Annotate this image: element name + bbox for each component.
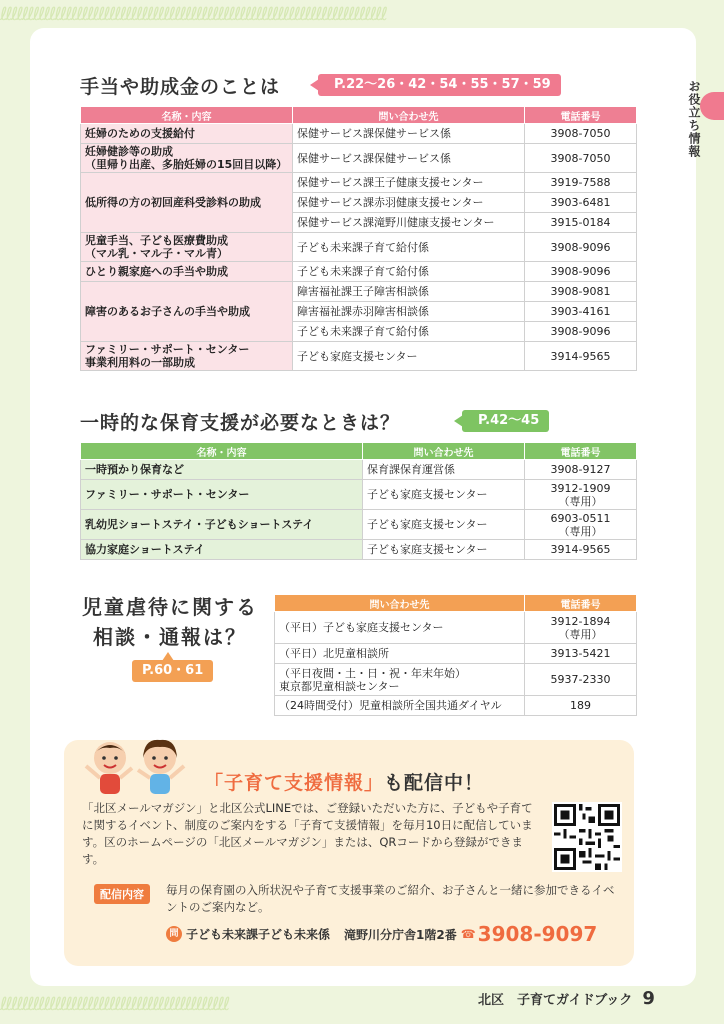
decorative-border-top: ℓℓℓℓℓℓℓℓℓℓℓℓℓℓℓℓℓℓℓℓℓℓℓℓℓℓℓℓℓℓℓℓℓℓℓℓℓℓℓℓℓℓℓℓℓℓℓℓℓℓℓℓℓℓℓℓℓℓℓℓℓℓℓℓℓℓℓℓℓℓℓ — [0, 4, 386, 25]
childcare-table — [80, 442, 637, 560]
page-number: 9 — [642, 988, 655, 1009]
page-footer — [478, 988, 655, 1009]
abuse-table — [274, 594, 637, 716]
allowance-name: 障害のあるお子さんの手当や助成 — [81, 282, 293, 342]
contact-dept: 子ども家庭支援センター — [293, 342, 525, 371]
contact-dept: 子ども家庭支援センター — [363, 510, 525, 540]
contact-dept: 保健サービス課赤羽健康支援センター — [293, 193, 525, 213]
contact-tel[interactable]: 3908-9096 — [525, 262, 637, 282]
inquiry-icon: 問 — [166, 926, 182, 942]
contact-tel[interactable]: 3908-7050 — [525, 144, 637, 173]
service-name: 乳幼児ショートステイ・子どもショートステイ — [81, 510, 363, 540]
page-ref-allowances[interactable]: P.22〜26・42・54・55・57・59 — [318, 74, 561, 96]
contact-tel[interactable]: 3912-1894 （専用） — [525, 612, 637, 644]
footer-title: 北区 子育てガイドブック — [478, 993, 633, 1008]
contact-dept: 保健サービス課王子健康支援センター — [293, 173, 525, 193]
contact-tel[interactable]: 6903-0511 （専用） — [525, 510, 637, 540]
contact-dept: 保健サービス課滝野川健康支援センター — [293, 213, 525, 233]
page-ref-childcare[interactable]: P.42〜45 — [462, 410, 549, 432]
contact-dept: 保健サービス課保健サービス係 — [293, 144, 525, 173]
contact-tel[interactable]: 3908-9127 — [525, 460, 637, 480]
table-row — [81, 460, 637, 480]
info-title — [204, 768, 484, 795]
page-ref-abuse[interactable]: P.60・61 — [132, 660, 213, 682]
service-name: 協力家庭ショートステイ — [81, 540, 363, 560]
info-body: 「北区メールマガジン」と北区公式LINEでは、ご登録いただいた方に、子どもや子育てに関するイベント、制度のご案内をする「子育て支援情報」を毎月10日に配信しています。区のホームページの「北区メールマガジン」または、QRコードから登録ができます。 — [82, 801, 533, 866]
contact-dept: （平日）子ども家庭支援センター — [275, 612, 525, 644]
decorative-border-bottom: ℓℓℓℓℓℓℓℓℓℓℓℓℓℓℓℓℓℓℓℓℓℓℓℓℓℓℓℓℓℓℓℓℓℓℓℓℓℓℓℓℓℓ — [0, 994, 229, 1015]
contact-dept: 子ども未来課子育て給付係 — [293, 322, 525, 342]
contact-tel[interactable]: 3914-9565 — [525, 540, 637, 560]
table-row — [81, 540, 637, 560]
allowance-name: 妊婦健診等の助成 （里帰り出産、多胎妊婦の15回目以降） — [81, 144, 293, 173]
header-tel: 電話番号 — [525, 595, 637, 612]
allowances-table — [80, 106, 637, 371]
contact-tel[interactable]: 3908-9097 — [477, 922, 598, 946]
service-name: 一時預かり保育など — [81, 460, 363, 480]
contact-tel[interactable]: 5937-2330 — [525, 664, 637, 696]
contact-dept: 子ども未来課子ども未来係 — [186, 927, 331, 942]
allowance-name: 低所得の方の初回産科受診料の助成 — [81, 173, 293, 233]
contact-dept: 障害福祉課赤羽障害相談係 — [293, 302, 525, 322]
contact-dept: 子ども家庭支援センター — [363, 540, 525, 560]
contact-address: 滝野川分庁舎1階2番 — [344, 927, 457, 942]
side-tab-marker — [700, 92, 724, 120]
contact-tel[interactable]: 3903-4161 — [525, 302, 637, 322]
table-row — [81, 233, 637, 262]
section-title-childcare: 一時的な保育支援が必要なときは？ — [80, 412, 401, 434]
header-tel: 電話番号 — [525, 443, 637, 460]
table-row — [275, 644, 637, 664]
contact-tel[interactable]: 3908-9096 — [525, 233, 637, 262]
allowance-name: 妊婦のための支援給付 — [81, 124, 293, 144]
contact-tel[interactable]: 3914-9565 — [525, 342, 637, 371]
contact-tel[interactable]: 189 — [525, 696, 637, 716]
delivery-badge: 配信内容 — [94, 884, 150, 904]
contact-dept: （24時間受付）児童相談所全国共通ダイヤル — [275, 696, 525, 716]
header-contact: 問い合わせ先 — [363, 443, 525, 460]
contact-dept: 子ども未来課子育て給付係 — [293, 262, 525, 282]
table-row — [81, 144, 637, 173]
table-row — [81, 342, 637, 371]
contact-tel[interactable]: 3913-5421 — [525, 644, 637, 664]
contact-line — [166, 922, 597, 946]
table-row — [275, 664, 637, 696]
info-title-rest: も配信中！ — [384, 772, 485, 794]
contact-tel[interactable]: 3912-1909 （専用） — [525, 480, 637, 510]
contact-dept: 子ども未来課子育て給付係 — [293, 233, 525, 262]
table-row — [275, 696, 637, 716]
header-contact: 問い合わせ先 — [293, 107, 525, 124]
contact-tel[interactable]: 3908-9081 — [525, 282, 637, 302]
delivery-text: 毎月の保育園の入所状況や子育て支援事業のご紹介、お子さんと一緒に参加できるイベントのご案内など。 — [166, 883, 615, 914]
header-contact: 問い合わせ先 — [275, 595, 525, 612]
contact-dept: （平日）北児童相談所 — [275, 644, 525, 664]
contact-tel[interactable]: 3915-0184 — [525, 213, 637, 233]
header-name: 名称・内容 — [81, 107, 293, 124]
table-row — [81, 124, 637, 144]
contact-dept: 保健サービス課保健サービス係 — [293, 124, 525, 144]
service-name: ファミリー・サポート・センター — [81, 480, 363, 510]
table-row — [81, 262, 637, 282]
section-title-abuse-line2: 相談・通報は？ — [93, 625, 247, 649]
phone-icon: ☎ — [460, 927, 476, 941]
allowance-name: ひとり親家庭への手当や助成 — [81, 262, 293, 282]
table-row — [81, 510, 637, 540]
contact-tel[interactable]: 3908-9096 — [525, 322, 637, 342]
contact-tel[interactable]: 3908-7050 — [525, 124, 637, 144]
table-row — [81, 282, 637, 302]
contact-dept: （平日夜間・土・日・祝・年末年始） 東京都児童相談センター — [275, 664, 525, 696]
info-title-highlight: 「子育て支援情報」 — [204, 772, 385, 794]
qr-code[interactable] — [552, 802, 622, 872]
section-title-abuse — [78, 592, 262, 652]
kids-illustration — [80, 736, 192, 798]
header-name: 名称・内容 — [81, 443, 363, 460]
contact-dept: 子ども家庭支援センター — [363, 480, 525, 510]
allowance-name: ファミリー・サポート・センター 事業利用料の一部助成 — [81, 342, 293, 371]
contact-tel[interactable]: 3903-6481 — [525, 193, 637, 213]
side-tab-label: お役立ち情報 — [687, 80, 701, 158]
table-row — [81, 480, 637, 510]
table-row — [81, 173, 637, 193]
header-tel: 電話番号 — [525, 107, 637, 124]
section-title-allowances: 手当や助成金のことは — [80, 76, 281, 98]
contact-dept: 障害福祉課王子障害相談係 — [293, 282, 525, 302]
allowance-name: 児童手当、子ども医療費助成 （マル乳・マル子・マル青） — [81, 233, 293, 262]
table-row — [275, 612, 637, 644]
contact-tel[interactable]: 3919-7588 — [525, 173, 637, 193]
section-title-abuse-line1: 児童虐待に関する — [82, 595, 258, 619]
contact-dept: 保育課保育運営係 — [363, 460, 525, 480]
